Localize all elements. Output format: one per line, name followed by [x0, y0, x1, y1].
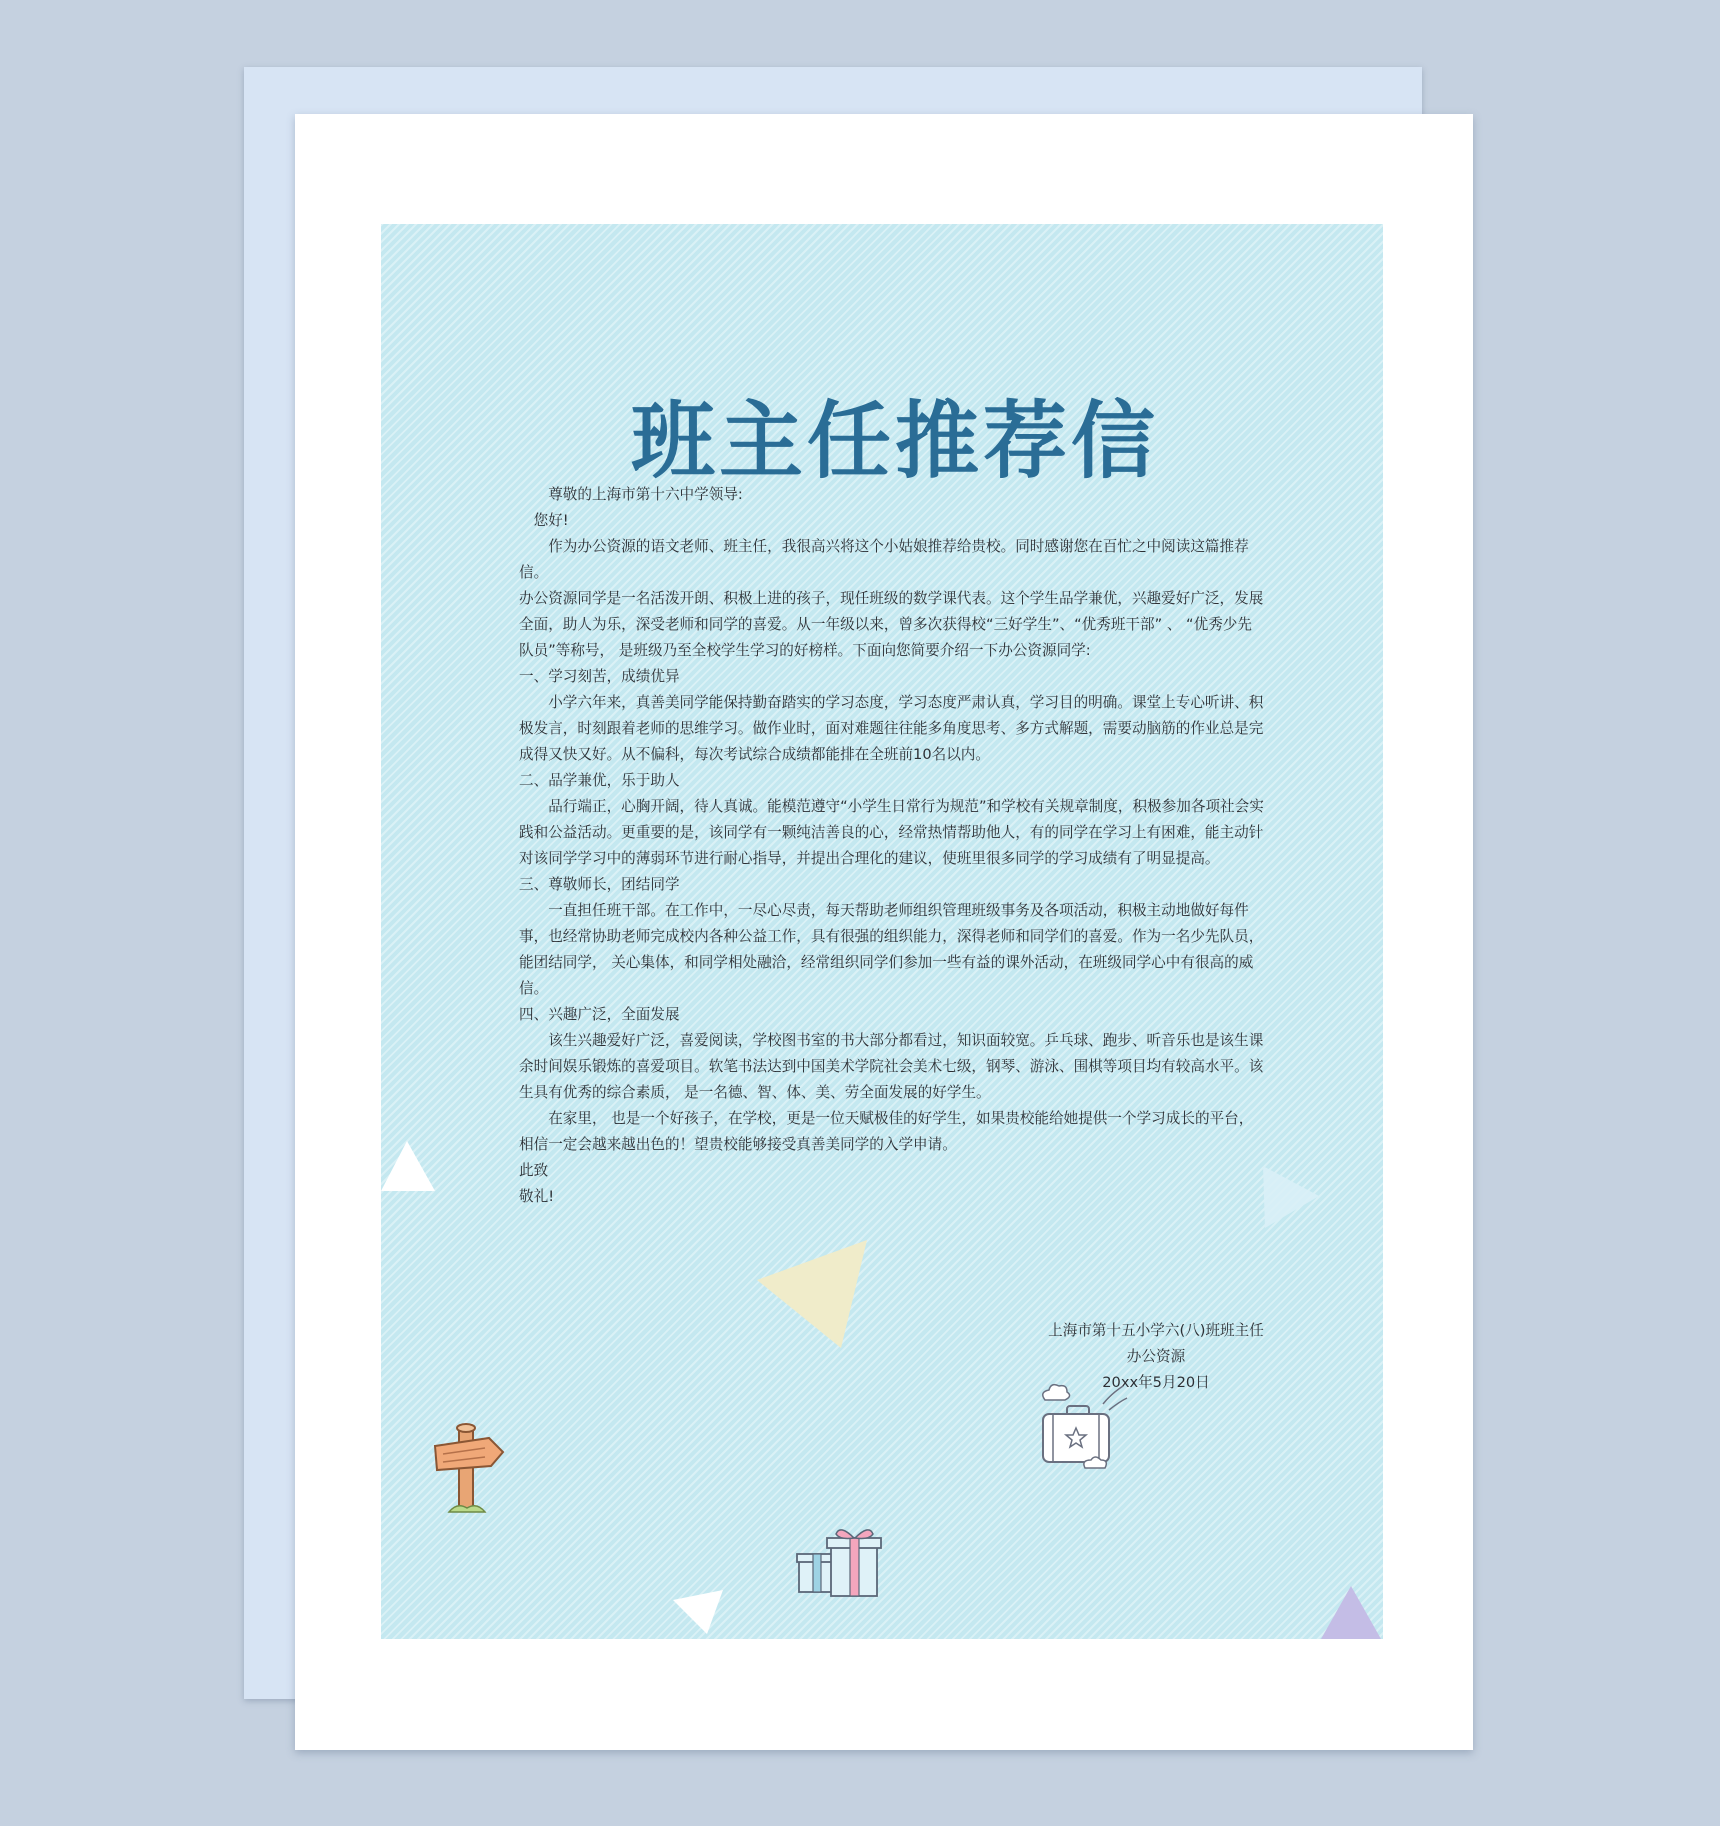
section-heading-1: 一、学习刻苦，成绩优异: [519, 668, 680, 685]
letter-body: [519, 482, 1265, 1210]
section-content-4: 该生兴趣爱好广泛，喜爱阅读，学校图书室的书大部分都看过，知识面较宽。乒乓球、跑步、听音乐也是该生课余时间娱乐锻炼的喜爱项目。软笔书法达到中国美术学院社会美术七级，钢琴、游泳、围棋等项目均有较高水平。该生具有优秀的综合素质， 是一名德、智、体、美、劳全面发展的好学生。: [519, 1032, 1264, 1101]
section-heading-4: 四、兴趣广泛，全面发展: [519, 1006, 680, 1023]
gift-boxes-icon: [795, 1526, 889, 1602]
salutation: 尊敬的上海市第十六中学领导:: [548, 486, 743, 503]
signature-school-class: 上海市第十五小学六(八)班班主任: [1048, 1322, 1264, 1339]
letter-page: [381, 224, 1383, 1639]
triangle-lavender: [1321, 1584, 1383, 1639]
section-heading-2: 二、品学兼优，乐于助人: [519, 772, 680, 789]
section-content-3: 一直担任班干部。在工作中，一尽心尽责，每天帮助老师组织管理班级事务及各项活动，积极主动地做好每件事，也经常协助老师完成校内各种公益工作，具有很强的组织能力，深得老师和同学们的喜爱。作为一名少先队员，能团结同学， 关心集体，和同学相处融洽，经常组织同学们参加一些有益的课外活动，在班级同学心中有很高的威信。: [519, 902, 1264, 997]
suitcase-icon: [1033, 1380, 1137, 1480]
triangle-cream: [755, 1234, 871, 1352]
signpost-icon: [431, 1420, 507, 1520]
section-heading-3: 三、尊敬师长，团结同学: [519, 876, 680, 893]
closing-line-1: 此致: [519, 1162, 549, 1179]
signature-date: 20xx年5月20日: [1102, 1374, 1210, 1391]
triangle-white-bottom: [671, 1586, 727, 1638]
overview-paragraph: 办公资源同学是一名活泼开朗、积极上进的孩子，现任班级的数学课代表。这个学生品学兼优，兴趣爱好广泛，发展全面，助人为乐，深受老师和同学的喜爱。从一年级以来，曾多次获得校“三好学生”、“优秀班干部” 、 “优秀少先队员”等称号， 是班级乃至全校学生学习的好榜样。下面向您简要介绍一下办公资源同学:: [519, 590, 1264, 659]
triangle-white-left: [381, 1139, 437, 1195]
intro-paragraph: 作为办公资源的语文老师、班主任，我很高兴将这个小姑娘推荐给贵校。同时感谢您在百忙之中阅读这篇推荐信。: [519, 538, 1249, 581]
closing-line-2: 敬礼!: [519, 1188, 555, 1205]
triangle-light-blue-right: [1261, 1164, 1323, 1232]
signature-name: 办公资源: [1126, 1348, 1186, 1365]
section-content-2: 品行端正，心胸开阔，待人真诚。能模范遵守“小学生日常行为规范”和学校有关规章制度，积极参加各项社会实践和公益活动。更重要的是，该同学有一颗纯洁善良的心，经常热情帮助他人，有的同学在学习上有困难，能主动针对该同学学习中的薄弱环节进行耐心指导，并提出合理化的建议，使班里很多同学的学习成绩有了明显提高。: [519, 798, 1264, 867]
greeting: 您好!: [533, 512, 569, 529]
closing-paragraph: 在家里， 也是一个好孩子，在学校，更是一位天赋极佳的好学生，如果贵校能给她提供一个学习成长的平台， 相信一定会越来越出色的！望贵校能够接受真善美同学的入学申请。: [519, 1110, 1254, 1153]
section-content-1: 小学六年来，真善美同学能保持勤奋踏实的学习态度，学习态度严肃认真，学习目的明确。课堂上专心听讲、积极发言，时刻跟着老师的思维学习。做作业时，面对难题往往能多角度思考、多方式解题，需要动脑筋的作业总是完成得又快又好。从不偏科，每次考试综合成绩都能排在全班前10名以内。: [519, 694, 1264, 763]
letter-title: 班主任推荐信: [630, 392, 1159, 490]
